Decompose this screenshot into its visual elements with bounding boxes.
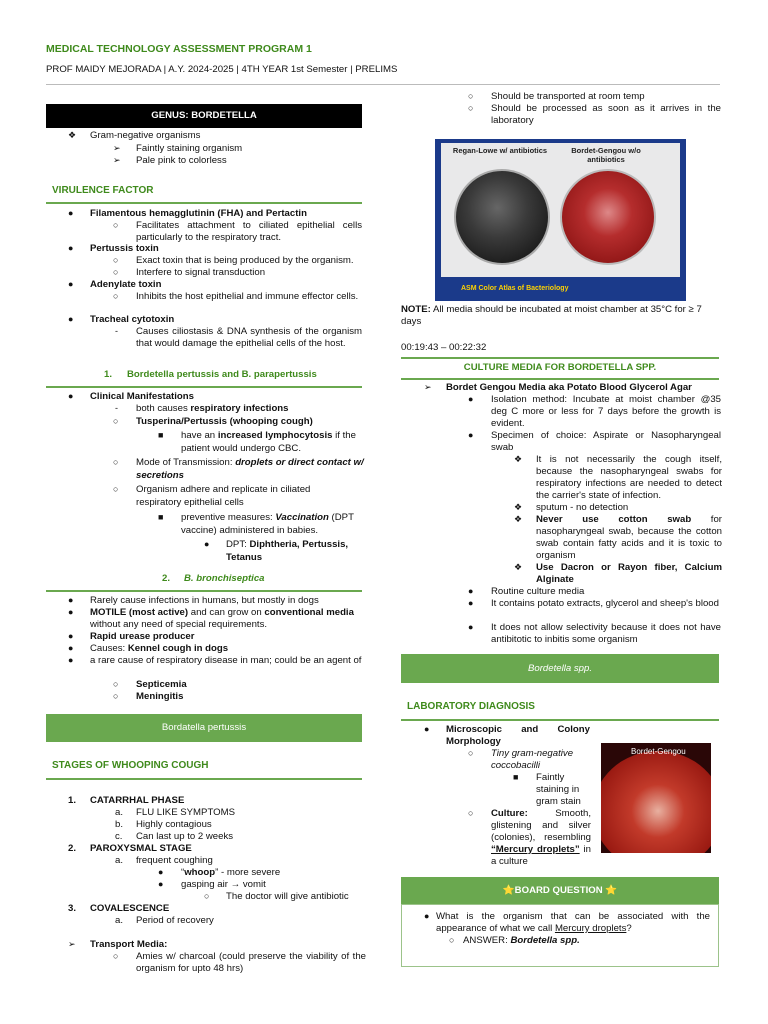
bullet-icon: ● <box>68 595 74 605</box>
diamond-bullet-icon: ❖ <box>514 502 523 512</box>
section-underline <box>46 590 362 592</box>
genus-line: Pale pink to colorless <box>136 155 227 166</box>
bullet-icon: ● <box>158 867 164 877</box>
circle-bullet-icon: ○ <box>204 891 210 901</box>
circle-bullet-icon: ○ <box>113 416 119 426</box>
list-item: sputum - no detection <box>536 502 629 513</box>
subsection-title: Bordetella pertussis and B. parapertussis <box>127 369 317 380</box>
genus-line: Gram-negative organisms <box>90 130 201 141</box>
section-underline <box>46 386 362 388</box>
bullet-icon: ● <box>158 879 164 889</box>
section-underline <box>46 202 362 204</box>
dash-bullet-icon: - <box>115 403 118 413</box>
bullet-icon: ● <box>468 430 474 440</box>
circle-bullet-icon: ○ <box>113 267 119 277</box>
circle-bullet-icon: ○ <box>468 748 474 758</box>
document-title: MEDICAL TECHNOLOGY ASSESSMENT PROGRAM 1 <box>46 43 312 55</box>
bullet-icon: ● <box>468 622 474 632</box>
bullet-icon: ● <box>68 279 74 289</box>
subsection-title: B. bronchiseptica <box>184 573 265 584</box>
bullet-icon: ● <box>68 391 74 401</box>
list-item: DPT: Diphtheria, Pertussis, Tetanus <box>226 539 349 563</box>
board-question-bar: ⭐BOARD QUESTION ⭐ <box>401 877 719 904</box>
circle-bullet-icon: ○ <box>113 291 119 301</box>
board-question-text: What is the organism that can be associated with the appearance of what we call Mercury droplets? <box>436 911 710 934</box>
list-number: 1. <box>68 795 77 806</box>
list-item: frequent coughing <box>136 855 213 866</box>
list-item: FLU LIKE SYMPTOMS <box>136 807 235 818</box>
document-subtitle: PROF MAIDY MEJORADA | A.Y. 2024-2025 | 4TH YEAR 1st Semester | PRELIMS <box>46 64 398 75</box>
circle-bullet-icon: ○ <box>468 103 474 113</box>
section-title-lab: LABORATORY DIAGNOSIS <box>407 701 535 712</box>
bullet-icon: ● <box>424 911 430 921</box>
culture-plates-image <box>435 139 686 301</box>
bullet-icon: ● <box>468 394 474 404</box>
bullet-icon: ● <box>68 643 74 653</box>
section-title-culture: CULTURE MEDIA FOR BORDETELLA SPP. <box>463 362 657 373</box>
list-item: Septicemia <box>136 679 187 690</box>
circle-bullet-icon: ○ <box>113 951 119 961</box>
bullet-icon: ● <box>68 655 74 665</box>
list-item: Pertussis toxin <box>90 243 159 254</box>
bullet-icon: ● <box>68 208 74 218</box>
list-item: MOTILE (most active) and can grow on conventional media without any need of special requirements. <box>90 607 354 630</box>
bordet-gengou-plate <box>560 169 656 265</box>
list-item: Isolation method: Incubate at moist chamber @35 deg C more or less for 7 days before the growth is evident. <box>491 394 721 429</box>
list-item: Period of recovery <box>136 915 214 926</box>
arrow-bullet-icon: ➢ <box>424 382 432 392</box>
bullet-icon: ● <box>68 607 74 617</box>
list-item: “whoop” - more severe <box>181 867 281 878</box>
square-bullet-icon: ■ <box>158 512 164 522</box>
diamond-bullet-icon: ❖ <box>514 562 523 572</box>
image-label: Bordet-Gengou w/o antibiotics <box>571 146 641 164</box>
list-item: PAROXYSMAL STAGE <box>90 843 192 854</box>
dash-bullet-icon: - <box>115 326 118 336</box>
image-label: Bordet-Gengou <box>631 747 686 756</box>
section-underline <box>401 357 719 359</box>
list-number: 3. <box>68 903 77 914</box>
circle-bullet-icon: ○ <box>468 808 474 818</box>
subsection-number: 2. <box>162 573 171 584</box>
list-item: Tracheal cytotoxin <box>90 314 175 325</box>
list-letter: b. <box>115 819 124 830</box>
note-text: NOTE: All media should be incubated at moist chamber at 35°C for ≥ 7 days <box>401 304 702 327</box>
list-item: Tiny gram-negative coccobacilli <box>491 748 574 771</box>
list-item: have an increased lymphocytosis if the patient would undergo CBC. <box>181 430 356 454</box>
circle-bullet-icon: ○ <box>468 91 474 101</box>
list-item: Rapid urease producer <box>90 631 195 642</box>
list-item: Highly contagious <box>136 819 212 830</box>
list-item: both causes respiratory infections <box>136 403 289 414</box>
list-item: a rare cause of respiratory disease in man; could be an agent of <box>90 655 362 666</box>
plate-shape <box>601 751 711 853</box>
image-label: Regan-Lowe w/ antibiotics <box>452 146 548 155</box>
list-item: Interfere to signal transduction <box>136 267 266 278</box>
circle-bullet-icon: ○ <box>113 484 119 494</box>
bullet-icon: ● <box>468 598 474 608</box>
arrow-bullet-icon: ➢ <box>113 155 121 165</box>
arrow-bullet-icon: ➢ <box>68 939 76 949</box>
list-item: Should be transported at room temp <box>491 91 645 102</box>
list-item: preventive measures: Vaccination (DPT vaccine) administered in babies. <box>181 512 354 536</box>
bullet-icon: ● <box>68 314 74 324</box>
genus-title-bar: GENUS: BORDETELLA <box>46 104 362 128</box>
regan-lowe-plate <box>454 169 550 265</box>
bordet-gengou-plate-image <box>601 743 711 853</box>
image-caption: ASM Color Atlas of Bacteriology <box>435 277 686 301</box>
list-item: Routine culture media <box>491 586 585 597</box>
list-item: Clinical Manifestations <box>90 391 194 402</box>
list-item: Adenylate toxin <box>90 279 162 290</box>
square-bullet-icon: ■ <box>158 430 164 440</box>
list-item: Mode of Transmission: droplets or direct contact w/ secretions <box>136 457 364 481</box>
bullet-icon: ● <box>68 243 74 253</box>
list-item: gasping air → vomit <box>181 879 266 890</box>
list-letter: a. <box>115 807 124 818</box>
list-item: Should be processed as soon as it arrives in the laboratory <box>491 103 721 126</box>
circle-bullet-icon: ○ <box>113 220 119 230</box>
list-item: Specimen of choice: Aspirate or Nasopharyngeal swab <box>491 430 721 453</box>
bullet-icon: ● <box>468 586 474 596</box>
list-item: Organism adhere and replicate in ciliated respiratory epithelial cells <box>136 484 311 508</box>
bullet-icon: ● <box>424 724 430 734</box>
list-item: Can last up to 2 weeks <box>136 831 234 842</box>
list-item: Microscopic and Colony Morphology <box>446 724 590 747</box>
list-item: Causes: Kennel cough in dogs <box>90 643 229 654</box>
list-item: Transport Media: <box>90 939 168 950</box>
list-item: Inhibits the host epithelial and immune effector cells. <box>136 291 359 302</box>
board-answer-text: ANSWER: Bordetella spp. <box>463 935 580 946</box>
list-item: It is not necessarily the cough itself, because the nasopharyngeal swabs for respiratory infections are needed to detect the carrier's state of infection. <box>536 454 722 501</box>
circle-bullet-icon: ○ <box>113 691 119 701</box>
square-bullet-icon: ■ <box>513 772 519 782</box>
section-underline <box>401 719 719 721</box>
list-item: Rarely cause infections in humans, but mostly in dogs <box>90 595 319 606</box>
list-number: 2. <box>68 843 77 854</box>
list-item: Culture: Smooth, glistening and silver (colonies), resembling “Mercury droplets” in a culture <box>491 808 591 867</box>
circle-bullet-icon: ○ <box>113 255 119 265</box>
list-item: The doctor will give antibiotic <box>226 891 349 902</box>
subsection-number: 1. <box>104 369 113 380</box>
list-item: Tusperina/Pertussis (whooping cough) <box>136 416 313 427</box>
section-title-stages: STAGES OF WHOOPING COUGH <box>52 760 209 771</box>
list-letter: a. <box>115 855 124 866</box>
list-letter: a. <box>115 915 124 926</box>
circle-bullet-icon: ○ <box>449 935 455 945</box>
arrow-bullet-icon: ➢ <box>113 143 121 153</box>
list-item: Filamentous hemagglutinin (FHA) and Pertactin <box>90 208 307 219</box>
list-item: Facilitates attachment to ciliated epithelial cells particularly to the respiratory tract. <box>136 220 362 243</box>
bullet-icon: ● <box>204 539 210 549</box>
section-underline <box>46 778 362 780</box>
list-item: It contains potato extracts, glycerol and sheep's blood <box>491 598 719 609</box>
section-title-virulence: VIRULENCE FACTOR <box>52 185 154 196</box>
list-item: COVALESCENCE <box>90 903 170 914</box>
list-letter: c. <box>115 831 123 842</box>
list-item: Exact toxin that is being produced by the organism. <box>136 255 354 266</box>
list-item: Amies w/ charcoal (could preserve the viability of the organism for upto 48 hrs) <box>136 951 366 974</box>
circle-bullet-icon: ○ <box>113 679 119 689</box>
list-item: Faintly staining in gram stain <box>536 772 581 807</box>
diamond-bullet-icon: ❖ <box>514 454 523 464</box>
list-item: Causes ciliostasis & DNA synthesis of the organism that would damage the epithelial cells of the host. <box>136 326 362 349</box>
bordatella-pertussis-bar: Bordatella pertussis <box>46 714 362 742</box>
list-item: Never use cotton swab for nasopharyngeal swab, because the cotton swab contain fatty acids and it is toxic to organism <box>536 514 722 561</box>
diamond-bullet-icon: ❖ <box>514 514 523 524</box>
list-item: Bordet Gengou Media aka Potato Blood Glycerol Agar <box>446 382 692 393</box>
circle-bullet-icon: ○ <box>113 457 119 467</box>
header-divider <box>46 84 720 85</box>
section-underline <box>401 378 719 380</box>
bullet-icon: ● <box>68 631 74 641</box>
list-item: Meningitis <box>136 691 184 702</box>
diamond-bullet-icon: ❖ <box>68 130 77 140</box>
bordetella-spp-bar: Bordetella spp. <box>401 654 719 683</box>
genus-line: Faintly staining organism <box>136 143 243 154</box>
timestamp: 00:19:43 – 00:22:32 <box>401 342 487 353</box>
list-item: CATARRHAL PHASE <box>90 795 185 806</box>
list-item: Use Dacron or Rayon fiber, Calcium Alginate <box>536 562 722 585</box>
list-item: It does not allow selectivity because it does not have antibitotic to inbitis some organism <box>491 622 721 645</box>
